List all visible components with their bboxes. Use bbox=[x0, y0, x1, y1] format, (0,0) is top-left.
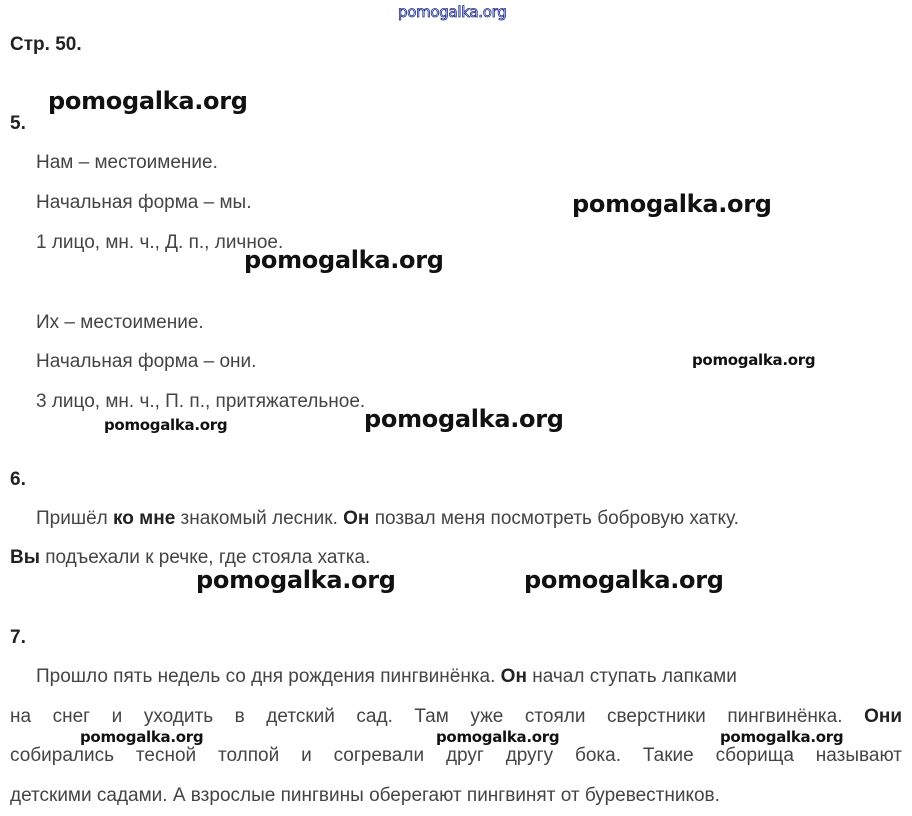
watermark: pomogalka.org bbox=[104, 416, 228, 434]
task-5-line: Их – местоимение. bbox=[36, 312, 204, 333]
watermark: pomogalka.org bbox=[692, 351, 816, 369]
bold-pronoun: Вы bbox=[10, 547, 40, 568]
watermark: pomogalka.org bbox=[80, 728, 204, 746]
task-5-line: 3 лицо, мн. ч., П. п., притяжательное. bbox=[36, 391, 366, 412]
task-6-number: 6. bbox=[10, 469, 26, 490]
page-number-heading: Стр. 50. bbox=[10, 34, 82, 55]
task-5-line: 1 лицо, мн. ч., Д. п., личное. bbox=[36, 232, 284, 253]
task-7-number: 7. bbox=[10, 627, 26, 648]
task-5-line: Начальная форма – они. bbox=[36, 351, 257, 372]
bold-pronoun: Они bbox=[864, 706, 902, 727]
watermark-top: pomogalka.org bbox=[398, 3, 507, 21]
task-5-line: Начальная форма – мы. bbox=[36, 192, 252, 213]
task-7-line-3: собирались тесной толпой и согревали друг другу бока. Такие сборища называют bbox=[10, 745, 902, 766]
bold-pronoun: ко мне bbox=[113, 508, 176, 529]
task-5-line: Нам – местоимение. bbox=[36, 152, 218, 173]
task-5-number: 5. bbox=[10, 113, 26, 134]
task-7-line-2: на снег и уходить в детский сад. Там уже стояли сверстники пингвинёнка. Они bbox=[10, 706, 902, 727]
task-6-line-1: Пришёл ко мне знакомый лесник. Он позвал меня посмотреть бобровую хатку. bbox=[36, 508, 739, 529]
watermark: pomogalka.org bbox=[572, 190, 772, 218]
watermark: pomogalka.org bbox=[244, 246, 444, 274]
bold-pronoun: Он bbox=[500, 666, 527, 687]
watermark: pomogalka.org bbox=[48, 87, 248, 115]
task-7-line-1: Прошло пять недель со дня рождения пингвинёнка. Он начал ступать лапками bbox=[36, 666, 737, 687]
task-6-line-2: Вы подъехали к речке, где стояла хатка. bbox=[10, 547, 371, 568]
watermark: pomogalka.org bbox=[524, 566, 724, 594]
watermark: pomogalka.org bbox=[364, 405, 564, 433]
watermark: pomogalka.org bbox=[720, 728, 844, 746]
watermark: pomogalka.org bbox=[436, 728, 560, 746]
watermark: pomogalka.org bbox=[196, 566, 396, 594]
task-7-line-4: детскими садами. А взрослые пингвины оберегают пингвинят от буревестников. bbox=[10, 785, 720, 806]
bold-pronoun: Он bbox=[343, 508, 370, 529]
